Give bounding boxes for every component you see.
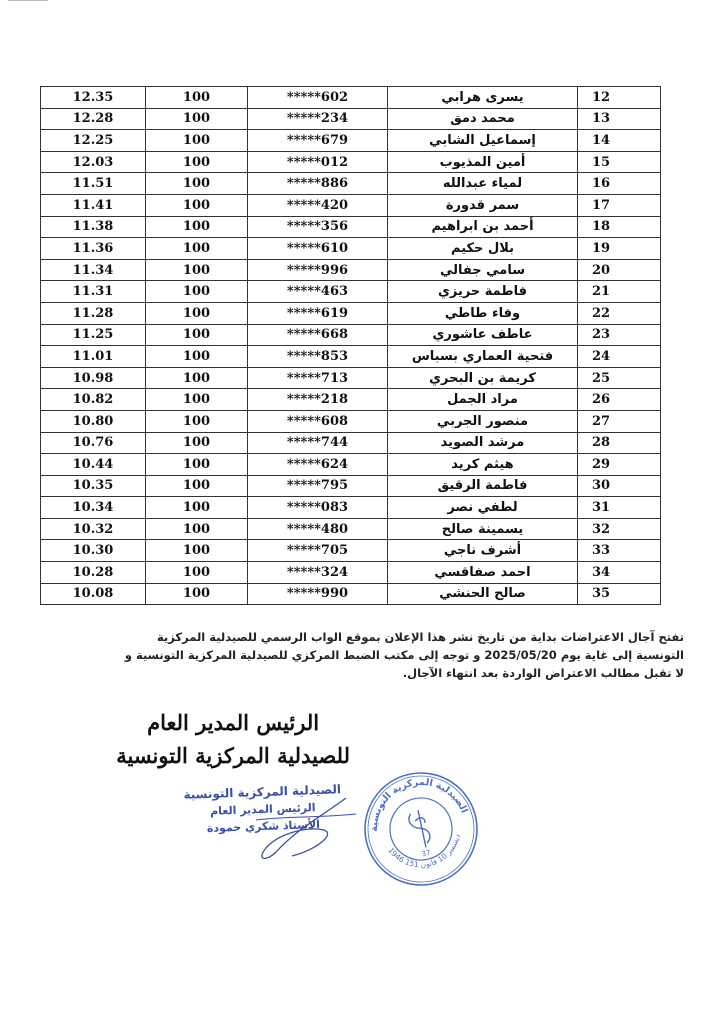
cell-total: 100 (146, 216, 248, 238)
cell-name: محمد دمق (388, 108, 578, 130)
cell-id: *****996 (248, 259, 388, 281)
cell-total: 100 (146, 108, 248, 130)
cell-name: منصور الجربي (388, 410, 578, 432)
table-row (41, 454, 661, 476)
seal-center-number: 37 (421, 848, 432, 859)
cell-score: 12.28 (41, 108, 146, 130)
cell-name: احمد صفاقسي (388, 562, 578, 584)
cell-rank: 22 (578, 302, 661, 324)
cell-rank: 12 (578, 87, 661, 109)
cell-total: 100 (146, 346, 248, 368)
table-row (41, 497, 661, 519)
cell-id: *****619 (248, 302, 388, 324)
cell-name: هيثم كريد (388, 454, 578, 476)
cell-total: 100 (146, 389, 248, 411)
cell-total: 100 (146, 194, 248, 216)
table-row (41, 389, 661, 411)
cell-id: *****668 (248, 324, 388, 346)
table-row (41, 194, 661, 216)
cell-name: أشرف ناجي (388, 540, 578, 562)
cell-rank: 24 (578, 346, 661, 368)
cell-score: 12.35 (41, 87, 146, 109)
cell-id: *****990 (248, 583, 388, 605)
cell-id: *****602 (248, 87, 388, 109)
table-row (41, 281, 661, 303)
cell-total: 100 (146, 173, 248, 195)
stamp-line-2: الرئيس المدير العام (210, 801, 317, 818)
cell-name: إسماعيل الشابي (388, 130, 578, 152)
cell-total: 100 (146, 324, 248, 346)
table-row (41, 216, 661, 238)
cell-total: 100 (146, 518, 248, 540)
table-row (41, 302, 661, 324)
table-row (41, 562, 661, 584)
cell-rank: 35 (578, 583, 661, 605)
cell-score: 11.36 (41, 238, 146, 260)
table-row (41, 130, 661, 152)
cell-score: 12.03 (41, 151, 146, 173)
table-row (41, 87, 661, 109)
cell-name: يسرى هرابي (388, 87, 578, 109)
table-row (41, 432, 661, 454)
cell-score: 10.80 (41, 410, 146, 432)
cell-rank: 31 (578, 497, 661, 519)
cell-name: فاطمة الرقيق (388, 475, 578, 497)
cell-id: *****356 (248, 216, 388, 238)
round-seal (351, 759, 491, 899)
cell-name: لطفي نصر (388, 497, 578, 519)
scan-edge-mark (8, 0, 48, 11)
table-row (41, 518, 661, 540)
cell-name: مرشد الصويد (388, 432, 578, 454)
table-row (41, 346, 661, 368)
cell-id: *****624 (248, 454, 388, 476)
cell-id: *****853 (248, 346, 388, 368)
cell-id: *****480 (248, 518, 388, 540)
cell-total: 100 (146, 583, 248, 605)
cell-rank: 25 (578, 367, 661, 389)
cell-rank: 13 (578, 108, 661, 130)
cell-name: لمياء عبدالله (388, 173, 578, 195)
cell-name: أحمد بن ابراهيم (388, 216, 578, 238)
cell-rank: 15 (578, 151, 661, 173)
cell-id: *****744 (248, 432, 388, 454)
cell-id: *****234 (248, 108, 388, 130)
cell-id: *****705 (248, 540, 388, 562)
cell-name: بلال حكيم (388, 238, 578, 260)
cell-score: 10.34 (41, 497, 146, 519)
cell-score: 11.51 (41, 173, 146, 195)
cell-rank: 19 (578, 238, 661, 260)
cell-id: *****608 (248, 410, 388, 432)
cell-rank: 21 (578, 281, 661, 303)
cell-rank: 26 (578, 389, 661, 411)
cell-score: 10.28 (41, 562, 146, 584)
cell-score: 12.25 (41, 130, 146, 152)
cell-name: مراد الجمل (388, 389, 578, 411)
table-row (41, 367, 661, 389)
cell-rank: 34 (578, 562, 661, 584)
cell-score: 10.30 (41, 540, 146, 562)
cell-rank: 14 (578, 130, 661, 152)
cell-total: 100 (146, 432, 248, 454)
table-row (41, 108, 661, 130)
cell-score: 11.28 (41, 302, 146, 324)
cell-total: 100 (146, 302, 248, 324)
cell-id: *****083 (248, 497, 388, 519)
cell-total: 100 (146, 281, 248, 303)
table-row (41, 238, 661, 260)
table-row (41, 259, 661, 281)
caduceus-emblem (407, 809, 432, 850)
table-row (41, 475, 661, 497)
cell-id: *****420 (248, 194, 388, 216)
results-table (40, 86, 661, 605)
objection-notice (34, 628, 684, 682)
cell-total: 100 (146, 367, 248, 389)
cell-id: *****713 (248, 367, 388, 389)
cell-rank: 28 (578, 432, 661, 454)
cell-total: 100 (146, 410, 248, 432)
cell-id: *****218 (248, 389, 388, 411)
notice-line-2: التونسية إلى غاية يوم 2025/05/20 و توجه إلى مكتب الضبط المركزي للصيدلية المركزية التونسية و (124, 648, 684, 662)
cell-rank: 18 (578, 216, 661, 238)
seal-ring-text: الصيدلية المركزية التونسية (368, 776, 470, 832)
notice-line-3: لا تقبل مطالب الاعتراض الواردة بعد انتهاء الآجال. (402, 666, 684, 680)
handwritten-signature (196, 790, 366, 870)
cell-rank: 30 (578, 475, 661, 497)
cell-name: فتحية العماري بسباس (388, 346, 578, 368)
cell-rank: 33 (578, 540, 661, 562)
cell-total: 100 (146, 454, 248, 476)
cell-score: 11.34 (41, 259, 146, 281)
cell-rank: 16 (578, 173, 661, 195)
table-row (41, 540, 661, 562)
cell-score: 11.25 (41, 324, 146, 346)
cell-score: 10.98 (41, 367, 146, 389)
cell-total: 100 (146, 151, 248, 173)
notice-line-1: تفتح آجال الاعتراضات بداية من تاريخ نشر هذا الإعلان بموقع الواب الرسمي للصيدلية المركزية (156, 630, 684, 644)
cell-score: 10.82 (41, 389, 146, 411)
cell-score: 11.38 (41, 216, 146, 238)
signature-title-line-1: الرئيس المدير العام (147, 710, 320, 735)
cell-score: 10.44 (41, 454, 146, 476)
cell-name: كريمة بن البحري (388, 367, 578, 389)
cell-rank: 20 (578, 259, 661, 281)
cell-total: 100 (146, 238, 248, 260)
cell-total: 100 (146, 497, 248, 519)
cell-id: *****012 (248, 151, 388, 173)
cell-total: 100 (146, 130, 248, 152)
cell-total: 100 (146, 562, 248, 584)
cell-rank: 17 (578, 194, 661, 216)
cell-score: 10.76 (41, 432, 146, 454)
cell-name: فاطمة حريزي (388, 281, 578, 303)
cell-id: *****463 (248, 281, 388, 303)
cell-rank: 23 (578, 324, 661, 346)
cell-score: 11.31 (41, 281, 146, 303)
cell-total: 100 (146, 540, 248, 562)
cell-score: 10.32 (41, 518, 146, 540)
cell-id: *****795 (248, 475, 388, 497)
cell-rank: 29 (578, 454, 661, 476)
table-row (41, 324, 661, 346)
table-row (41, 583, 661, 605)
cell-id: *****610 (248, 238, 388, 260)
cell-score: 10.08 (41, 583, 146, 605)
cell-name: يسمينة صالح (388, 518, 578, 540)
cell-rank: 32 (578, 518, 661, 540)
cell-name: صالح الحنشي (388, 583, 578, 605)
table-row (41, 410, 661, 432)
cell-name: عاطف عاشوري (388, 324, 578, 346)
cell-id: *****886 (248, 173, 388, 195)
cell-score: 11.01 (41, 346, 146, 368)
cell-name: وفاء طاطي (388, 302, 578, 324)
cell-total: 100 (146, 475, 248, 497)
signature-title-line-2: للصيدلية المركزية التونسية (116, 743, 350, 768)
seal-date-text: 1946 ديسمبر 10 قانون 151 (386, 833, 462, 870)
cell-rank: 27 (578, 410, 661, 432)
table-row (41, 151, 661, 173)
stamp-line-1: الصيدلية المركزية التونسية (183, 782, 342, 802)
cell-name: أمين المذيوب (388, 151, 578, 173)
cell-score: 11.41 (41, 194, 146, 216)
cell-total: 100 (146, 259, 248, 281)
cell-id: *****679 (248, 130, 388, 152)
table-row (41, 173, 661, 195)
cell-name: سمر قدورة (388, 194, 578, 216)
stamp-line-3: الأستاذ شكري حمودة (206, 818, 321, 835)
signature-title (116, 706, 350, 772)
results-table-body (41, 87, 661, 605)
cell-total: 100 (146, 87, 248, 109)
cell-name: سامي جفالي (388, 259, 578, 281)
cell-id: *****324 (248, 562, 388, 584)
cell-score: 10.35 (41, 475, 146, 497)
